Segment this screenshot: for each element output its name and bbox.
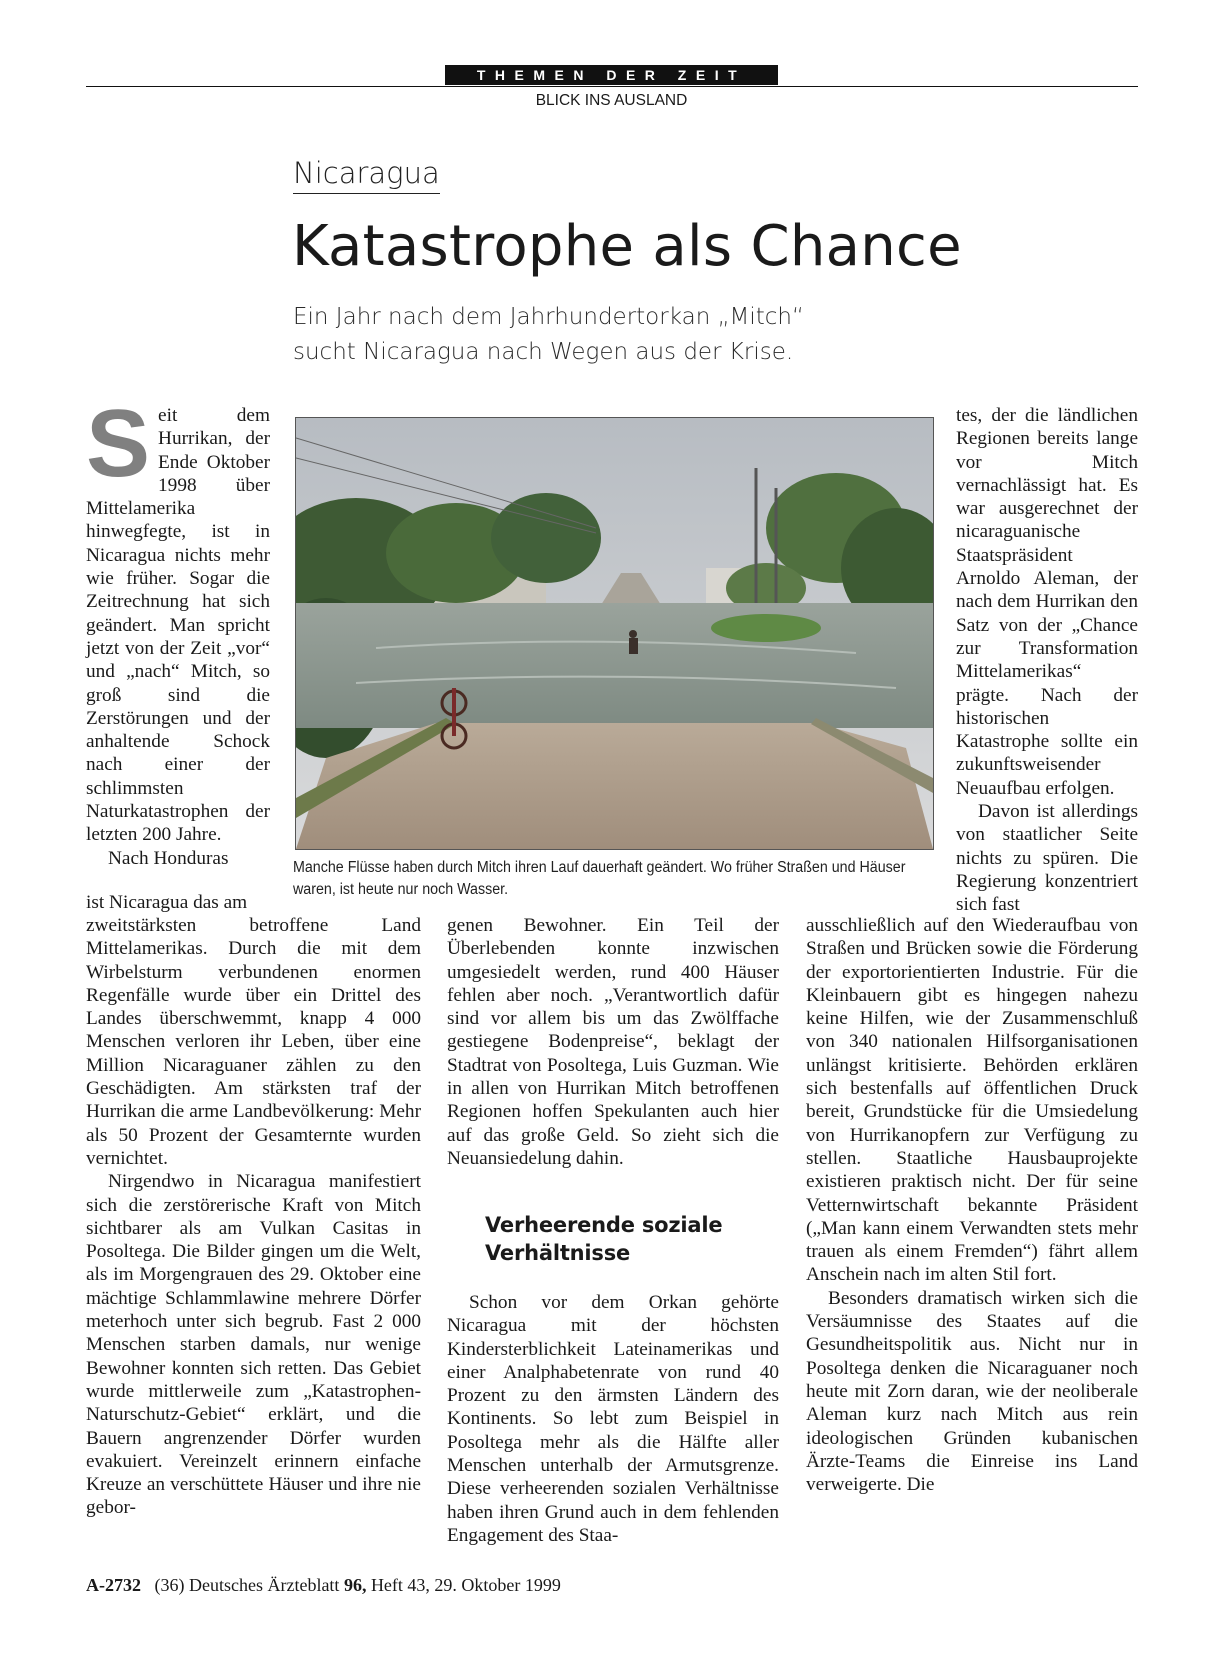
paragraph: Nirgendwo in Nicaragua manifestiert sich die zerstörerische Kraft von Mitch sichtbarer als am Vulkan Casitas in Posoltega. Die Bilder gingen um die Welt, als im Morgengrauen des 29. Oktober eine mächtige Schlammlawine mehrere Dörfer meterhoch unter sich begrub. Fast 2 000 Menschen starben damals, nur wenige Bewohner konnten sich retten. Das Gebiet wurde mittlerweile zum „Katastrophen-Naturschutz-Gebiet“ erklärt, und die Bauern angrenzender Dörfer wurden evakuiert. Vereinzelt erinnern einfache Kreuze an verschüttete Häuser und ihre nie gebor- xyxy=(86,1171,421,1519)
paragraph: ausschließlich auf den Wiederaufbau von Straßen und Brücken sowie die Förderung der exportorientierten Industrie. Für die Kleinbauern gibt es hingegen nahezu keine Hilfen, wie der Zusammenschluß von 340 nationalen Hilfsorganisationen unlängst kritisierte. Behörden erklären sich bestenfalls auf öffentlichen Druck bereit, Grundstücke für die Umsiedelung von Hurrikanopfern zur Verfügung zu stellen. Staatliche Hausbauprojekte existieren praktisch nicht. Der für seine Vetternwirtschaft bekannte Präsident („Man kann einem Verwandten stets mehr trauen als einem Fremden“) fährt allem Anschein nach im alten Stil fort. xyxy=(806,915,1138,1286)
article-kicker: Nicaragua xyxy=(293,155,440,194)
deck-line: Ein Jahr nach dem Jahrhundertorkan „Mitch“ xyxy=(293,304,804,330)
photo-caption xyxy=(293,857,906,901)
paragraph: Nach Honduras xyxy=(108,847,229,869)
column-1-line xyxy=(86,891,270,914)
paragraph: zweitstärksten betroffene Land Mittelamerikas. Durch die mit dem Wirbelsturm verbundenen enormen Regenfälle wurde über ein Drittel des Landes überschwemmt, knapp 4 000 Menschen verloren ihr Leben, über eine Million Nicaraguaner zählen zu den Geschädigten. Am stärksten traf der Hurrikan die arme Landbevölkerung: Mehr als 50 Prozent der Gesamternte wurden vernichtet. xyxy=(86,915,421,1169)
column-3-top xyxy=(956,404,1138,917)
column-3-bottom xyxy=(806,914,1138,1496)
paragraph: Besonders dramatisch wirken sich die Versäumnisse des Staates auf die Gesundheitspolitik aus. Nicht nur in Posoltega denken die Nicaraguaner noch heute mit Zorn daran, wie der neoliberale Aleman kurz nach Mitch aus rein ideologischen Gründen kubanischen Ärzte-Teams die Einreise ins Land verweigerte. Die xyxy=(806,1287,1138,1496)
paragraph-line: ist Nicaragua das am xyxy=(86,892,248,913)
column-2 xyxy=(447,914,779,1170)
paragraph: tes, der die ländlichen Regionen bereits lange vor Mitch vernachlässigt hat. Es war ausgerechnet der nicaraguanische Staatspräsident Arnoldo Aleman, der nach dem Hurrikan den Satz von der „Chance zur Transformation Mittelamerikas“ prägte. Nach der historischen Katastrophe sollte ein zukunftsweisender Neuaufbau erfolgen. xyxy=(956,405,1138,799)
deck-line: sucht Nicaragua nach Wegen aus der Krise. xyxy=(293,339,794,365)
article-deck xyxy=(293,300,913,370)
paragraph: Schon vor dem Orkan gehörte Nicaragua mit der höchsten Kindersterblichkeit Lateinamerikas und einer Analphabetenrate von rund 40 Prozent zu den ärmsten Ländern des Kontinents. So lebt zum Beispiel in Posoltega mehr als die Hälfte aller Menschen unterhalb der Armutsgrenze. Diese verheerenden sozialen Verhältnisse haben ihren Grund auch in dem fehlenden Engagement des Staa- xyxy=(447,1292,779,1546)
paragraph: genen Bewohner. Ein Teil der Überlebenden konnte inzwischen umgesiedelt werden, rund 400 Häuser fehlen aber noch. „Verantwortlich dafür sind vor allem bis um das Zwölffache gestiegene Bodenpreise“, beklagt der Stadtrat von Posoltega, Luis Guzman. Wie in allen von Hurrikan Mitch betroffenen Regionen hoffen Spekulanten auch hier auf das große Geld. So zieht sich die Neuansiedelung dahin. xyxy=(447,915,779,1169)
subsection-label: BLICK INS AUSLAND xyxy=(535,92,688,109)
caption-line: waren, ist heute nur noch Wasser. xyxy=(293,881,509,898)
column-1-bottom xyxy=(86,914,421,1520)
flood-photo xyxy=(295,417,934,850)
page-number: A-2732 xyxy=(86,1575,141,1595)
volume-number: 96, xyxy=(343,1575,367,1595)
paragraph-intro: Seit dem Hurrikan, der Ende Oktober 1998 über Mittelamerika hinwegfegte, ist in Nicaragua nichts mehr wie früher. Sogar die Zeitrechnung hat sich geändert. Man spricht jetzt von der Zeit „vor“ und „nach“ Mitch, so groß sind die Zerstörungen und der anhaltende Schock nach einer der schlimmsten Naturkatastrophen der letzten 200 Jahre. xyxy=(86,390,270,846)
publication-name: (36) Deutsches Ärzteblatt xyxy=(154,1575,340,1595)
flooded-road-illustration xyxy=(296,418,933,849)
section-subhead: Verheerende soziale Verhältnisse xyxy=(485,1213,723,1265)
caption-line: Manche Flüsse haben durch Mitch ihren Lauf dauerhaft geändert. Wo früher Straßen und Häuser xyxy=(293,859,906,876)
header-rule xyxy=(86,86,1138,87)
paragraph: Davon ist allerdings von staatlicher Seite nichts zu spüren. Die Regierung konzentriert sich fast xyxy=(956,801,1138,916)
column-2-lower xyxy=(447,1291,779,1547)
section-label: THEMEN DER ZEIT xyxy=(445,65,778,85)
page-footer xyxy=(86,1574,561,1596)
article-title: Katastrophe als Chance xyxy=(292,214,962,279)
column-1-top xyxy=(86,390,270,870)
issue-info: Heft 43, 29. Oktober 1999 xyxy=(370,1575,561,1595)
